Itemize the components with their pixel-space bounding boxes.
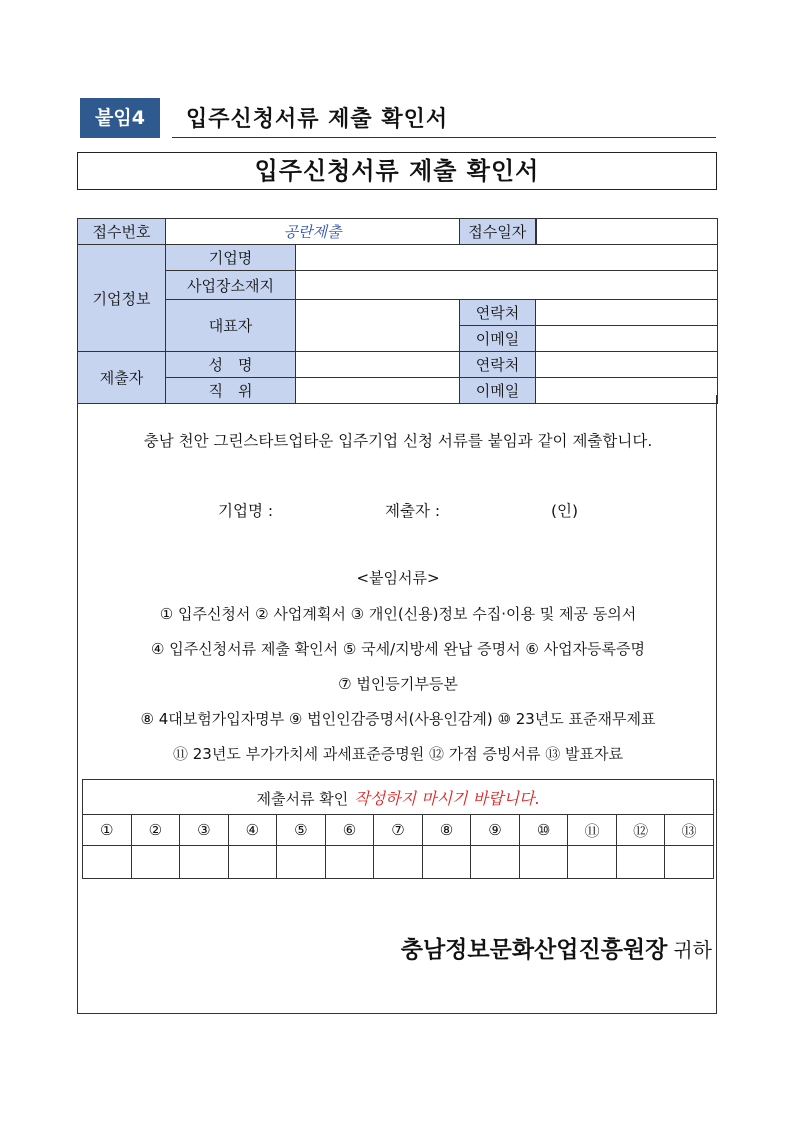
receipt-no-value[interactable]: 공란제출 [166,219,460,245]
company-name-field[interactable] [296,245,718,271]
company-name-label: 기업명 [166,245,296,271]
check-number: ⑬ [665,815,714,846]
check-note: 작성하지 마시기 바랍니다. [354,788,540,808]
attachments-line-4: ⑧ 4대보험가입자명부 ⑨ 법인인감증명서(사용인감계) ⑩ 23년도 표준재무제표 [140,710,656,728]
check-cell[interactable] [83,846,132,879]
check-table-header [83,780,714,815]
check-cell[interactable] [131,846,180,879]
info-table [77,218,718,404]
attachments-line-2: ④ 입주신청서류 제출 확인서 ⑤ 국세/지방세 완납 증명서 ⑥ 사업자등록증명 [150,640,646,658]
check-cell[interactable] [665,846,714,879]
check-cell[interactable] [374,846,423,879]
document-title: 입주신청서류 제출 확인서 [77,152,717,190]
header-underline [172,137,716,138]
ceo-label: 대표자 [166,300,296,352]
check-number: ⑩ [519,815,568,846]
submitter-label: 제출자 [78,352,166,404]
check-cell[interactable] [616,846,665,879]
submission-statement: 충남 천안 그린스타트업타운 입주기업 신청 서류를 붙임과 같이 제출합니다. [143,432,653,450]
check-number: ⑦ [374,815,423,846]
receipt-date-label: 접수일자 [460,219,536,245]
check-number: ⑥ [325,815,374,846]
signature-company-label: 기업명 : [218,502,274,520]
check-number: ⑪ [568,815,617,846]
signature-seal: (인) [551,502,579,520]
attachments-line-3: ⑦ 법인등기부등본 [338,675,458,693]
attachment-badge: 붙임4 [80,98,160,138]
statement-box [77,395,717,1014]
ceo-contact-label: 연락처 [460,300,536,326]
submitter-contact-field[interactable] [536,352,718,378]
submitter-email-label: 이메일 [460,378,536,404]
ceo-field[interactable] [296,300,460,352]
address-label: 사업장소재지 [166,271,296,300]
check-number: ① [83,815,132,846]
check-number: ⑫ [616,815,665,846]
section-header [80,98,716,140]
header-title: 입주신청서류 제출 확인서 [186,107,449,132]
company-info-label: 기업정보 [78,245,166,352]
check-cell[interactable] [325,846,374,879]
ceo-contact-field[interactable] [536,300,718,326]
submitter-position-label: 직 위 [166,378,296,404]
check-cell[interactable] [228,846,277,879]
ceo-email-label: 이메일 [460,326,536,352]
submitter-contact-label: 연락처 [460,352,536,378]
check-cell[interactable] [471,846,520,879]
check-number: ⑨ [471,815,520,846]
check-number: ⑧ [422,815,471,846]
addressee-name: 충남정보문화산업진흥원장 [400,937,668,963]
submitter-name-label: 성 명 [166,352,296,378]
signature-submitter-label: 제출자 : [385,502,441,520]
ceo-email-field[interactable] [536,326,718,352]
check-title: 제출서류 확인 [256,789,349,808]
check-number: ② [131,815,180,846]
check-number: ③ [180,815,229,846]
document-check-table [82,779,714,879]
attachments-title: <붙임서류> [356,569,440,587]
check-cell[interactable] [422,846,471,879]
attachments-line-5: ⑪ 23년도 부가가치세 과세표준증명원 ⑫ 가점 증빙서류 ⑬ 발표자료 [173,745,623,763]
check-number: ⑤ [277,815,326,846]
address-field[interactable] [296,271,718,300]
attachments-line-1: ① 입주신청서 ② 사업계획서 ③ 개인(신용)정보 수집·이용 및 제공 동의서 [159,605,637,623]
check-cell[interactable] [519,846,568,879]
receipt-date-field[interactable] [536,219,718,245]
receipt-no-label: 접수번호 [78,219,166,245]
check-number: ④ [228,815,277,846]
submitter-name-field[interactable] [296,352,460,378]
check-cell[interactable] [180,846,229,879]
addressee [401,931,712,964]
check-cell[interactable] [277,846,326,879]
addressee-suffix: 귀하 [673,938,712,962]
check-cell[interactable] [568,846,617,879]
